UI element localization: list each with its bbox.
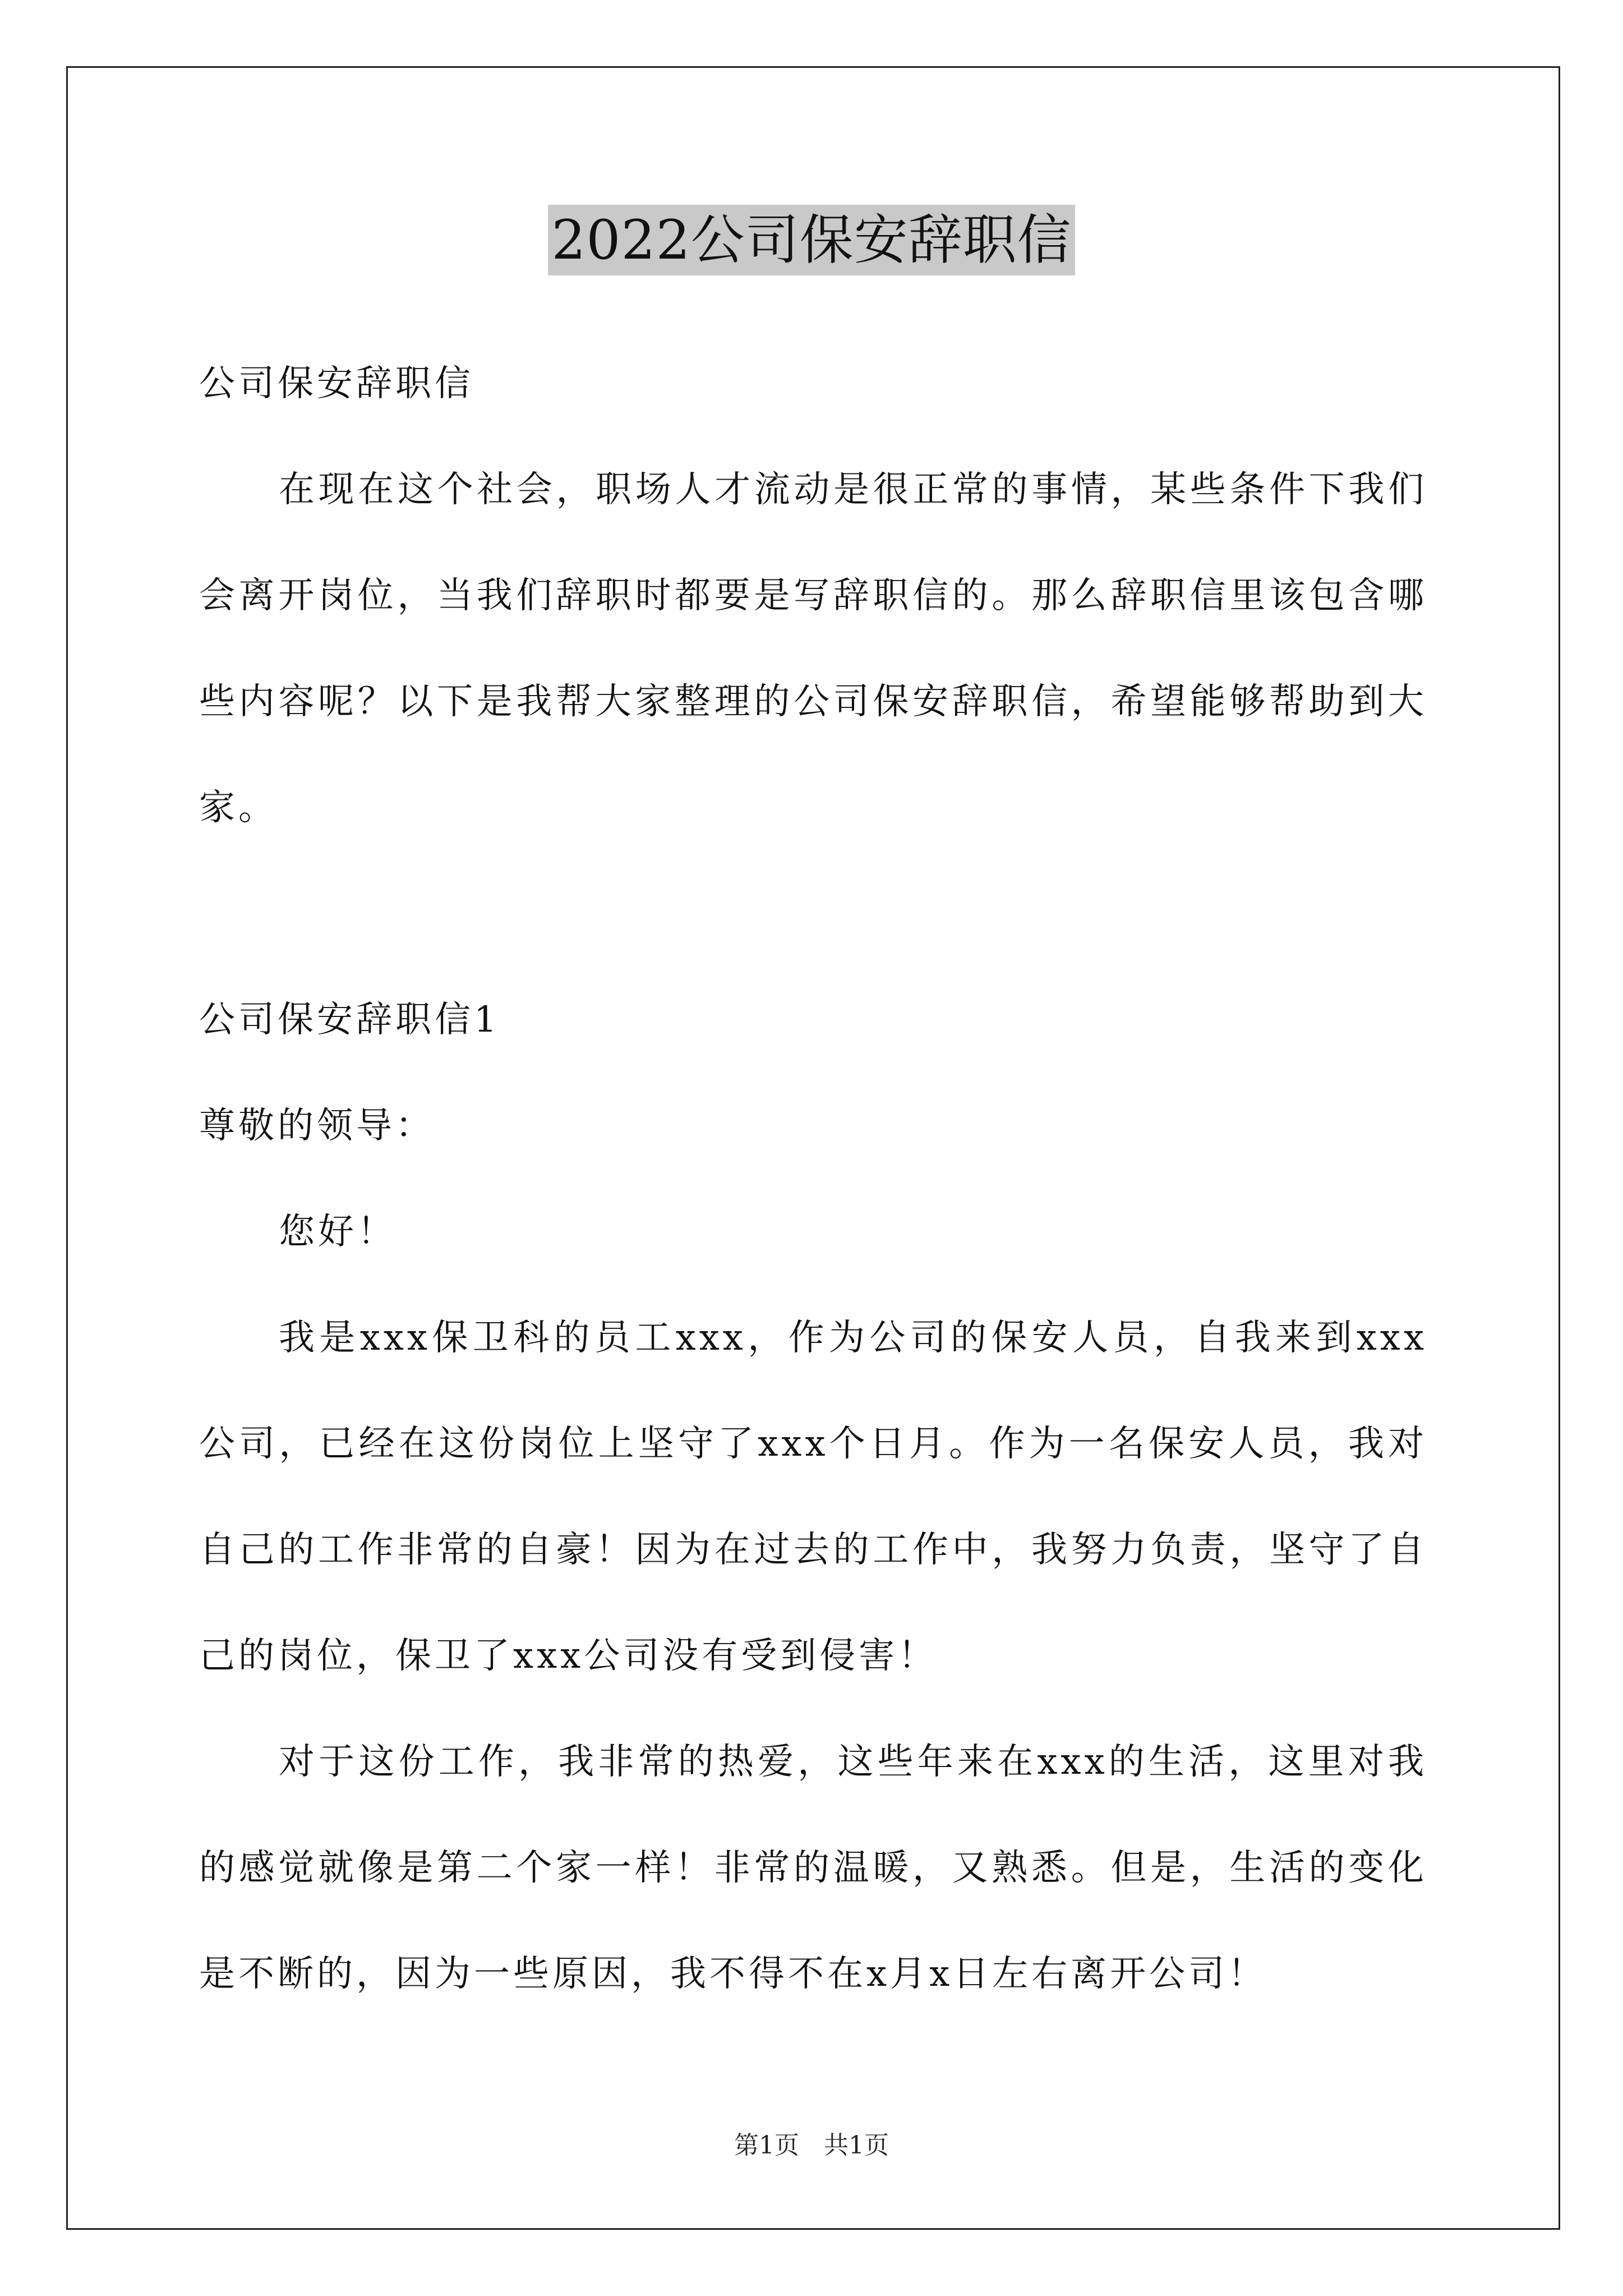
document-title: 2022公司保安辞职信 [548, 205, 1075, 275]
document-body [199, 331, 1427, 2027]
paragraph-body-2: 对于这份工作，我非常的热爱，这些年来在xxx的生活，这里对我的感觉就像是第二个家一样！非常的温暖，又熟悉。但是，生活的变化是不断的，因为一些原因，我不得不在x月x日左右离开公司！ [199, 1741, 1427, 1995]
paragraph-greeting: 您好！ [279, 1211, 396, 1253]
paragraph-subtitle: 公司保安辞职信 [199, 363, 474, 404]
title-container [0, 205, 1623, 275]
paragraph-body-1: 我是xxx保卫科的员工xxx，作为公司的保安人员，自我来到xxx公司，已经在这份岗位上坚守了xxx个日月。作为一名保安人员，我对自己的工作非常的自豪！因为在过去的工作中，我努力负责，坚守了自己的岗位，保卫了xxx公司没有受到侵害！ [199, 1317, 1427, 1677]
spacer [199, 861, 1427, 967]
paragraph-section-heading: 公司保安辞职信1 [199, 999, 500, 1041]
paragraph-intro: 在现在这个社会，职场人才流动是很正常的事情，某些条件下我们会离开岗位，当我们辞职时都要是写辞职信的。那么辞职信里该包含哪些内容呢？以下是我帮大家整理的公司保安辞职信，希望能够帮助到大家。 [199, 469, 1427, 829]
paragraph-salutation: 尊敬的领导： [199, 1105, 435, 1147]
page-footer: 第1页 共1页 [734, 2131, 889, 2160]
